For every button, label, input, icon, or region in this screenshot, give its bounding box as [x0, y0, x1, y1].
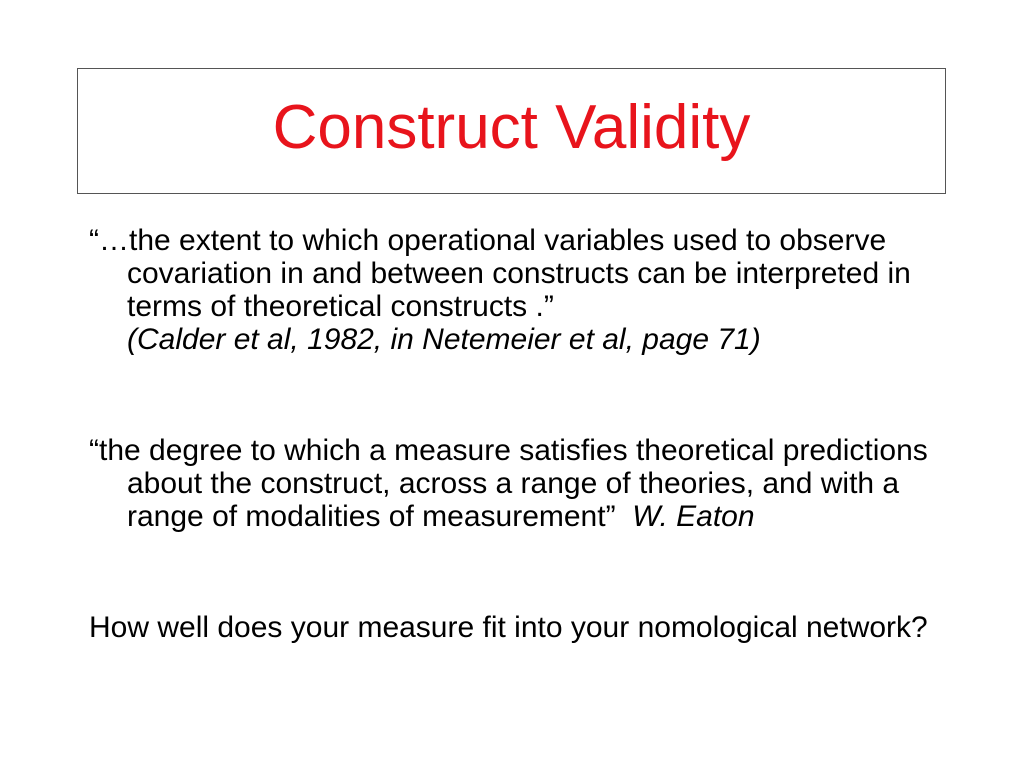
citation-calder: (Calder et al, 1982, in Netemeier et al, page 71) [127, 323, 761, 356]
definition-eaton-text: “the degree to which a measure satisfies theoretical predictions about the construct, across a range of theories, and with a range of modalities of measurement” [89, 434, 928, 533]
nomological-question [89, 611, 929, 644]
nomological-question-text: How well does your measure fit into your nomological network? [89, 611, 928, 644]
slide-title-box [77, 68, 946, 194]
definition-eaton [89, 434, 929, 533]
slide-title: Construct Validity [272, 93, 751, 162]
slide-body [89, 224, 929, 644]
citation-eaton: W. Eaton [632, 500, 755, 533]
definition-calder-text: “…the extent to which operational variables used to observe covariation in and between constructs can be interpreted in terms of theoretical constructs .” [89, 224, 911, 323]
definition-calder [89, 224, 929, 356]
